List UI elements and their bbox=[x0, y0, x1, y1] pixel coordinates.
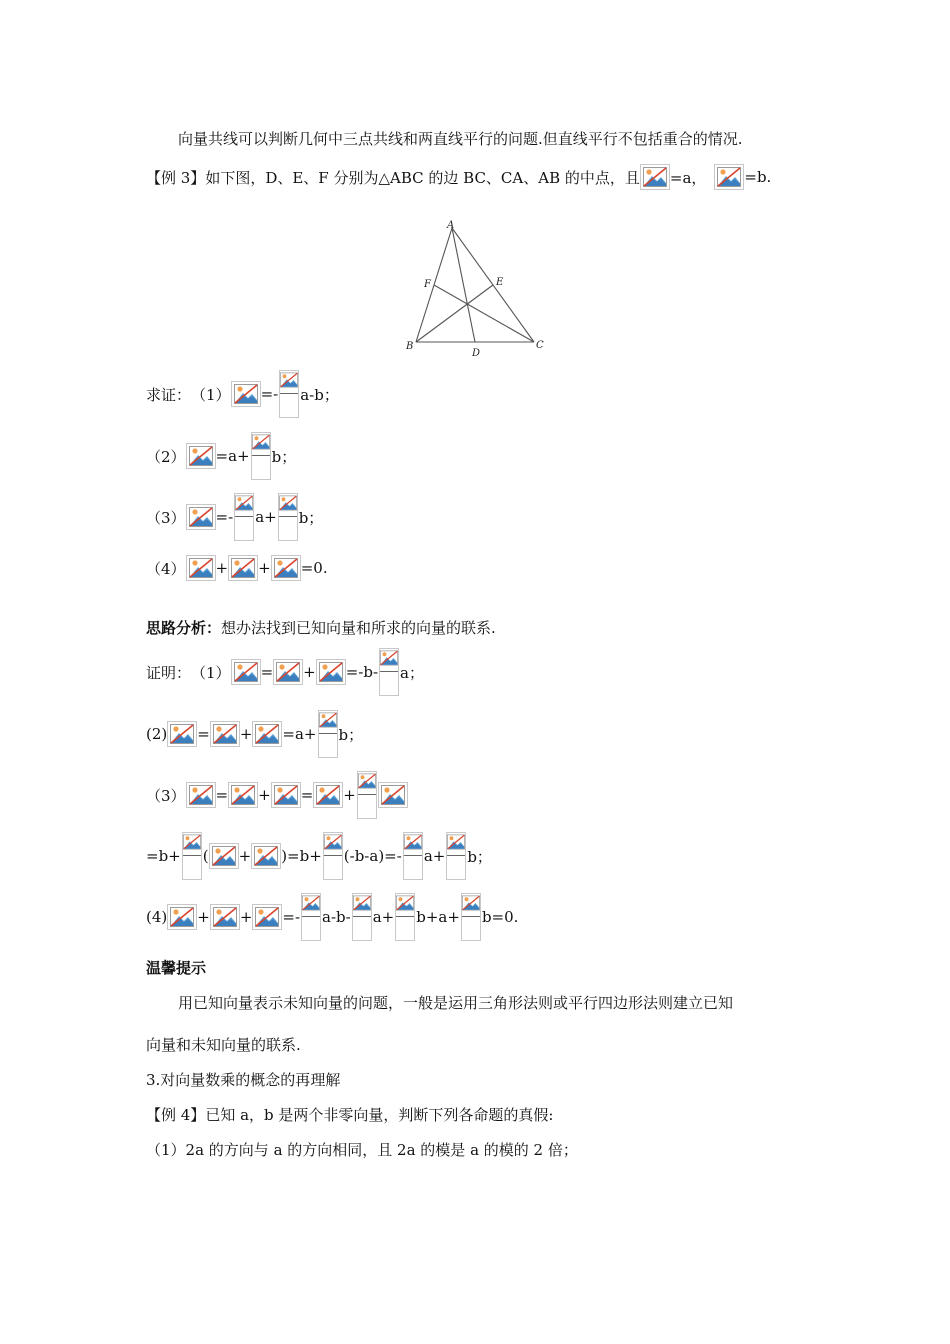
paragraph-collinear bbox=[178, 128, 743, 149]
fraction-image-icon bbox=[379, 648, 399, 696]
expr: = bbox=[300, 786, 314, 804]
expr: + bbox=[258, 559, 271, 577]
eq-a: =a， bbox=[669, 168, 707, 187]
fraction-image-icon bbox=[251, 432, 271, 480]
expr: = bbox=[215, 786, 229, 804]
vector-image-icon bbox=[228, 782, 258, 808]
section-3-text: 3.对向量数乘的概念的再理解 bbox=[146, 1071, 341, 1089]
expr: b； bbox=[338, 725, 364, 744]
label-F: F bbox=[424, 279, 431, 290]
label-A: A bbox=[447, 220, 455, 231]
expr: (-b-a)=- bbox=[343, 847, 402, 865]
example-4-item-1-text: （1）2a 的方向与 a 的方向相同，且 2a 的模是 a 的模的 2 倍； bbox=[146, 1141, 578, 1159]
vector-image-icon bbox=[640, 164, 670, 190]
vector-image-icon bbox=[251, 843, 281, 869]
expr: + bbox=[215, 559, 229, 577]
expr: + bbox=[303, 663, 316, 681]
vector-image-icon bbox=[209, 843, 239, 869]
expr: =- bbox=[215, 508, 234, 526]
fraction-image-icon bbox=[234, 493, 254, 541]
prove-2-line bbox=[146, 432, 296, 480]
vector-image-icon bbox=[186, 504, 216, 530]
expr: + bbox=[238, 847, 252, 865]
num: （1） bbox=[191, 385, 231, 404]
expr: =a+ bbox=[215, 447, 250, 465]
label-E: E bbox=[496, 277, 504, 288]
proof-4-line bbox=[146, 893, 518, 941]
fraction-image-icon bbox=[279, 370, 299, 418]
vector-image-icon bbox=[252, 721, 282, 747]
tip-text-2: 向量和未知向量的联系. bbox=[146, 1036, 301, 1054]
expr: a-b； bbox=[300, 385, 339, 404]
expr: + bbox=[239, 908, 253, 926]
vector-image-icon bbox=[186, 782, 216, 808]
expr: b； bbox=[298, 508, 324, 527]
prove-3-line bbox=[146, 493, 323, 541]
expr: + bbox=[258, 786, 271, 804]
label-B: B bbox=[406, 341, 414, 352]
example-3-text: 如下图，D、E、F 分别为△ABC 的边 BC、CA、AB 的中点，且 bbox=[205, 168, 640, 187]
vector-image-icon bbox=[186, 555, 216, 581]
vector-image-icon bbox=[231, 659, 261, 685]
analysis-text: 想办法找到已知向量和所求的向量的联系. bbox=[221, 619, 496, 637]
tip-line-2 bbox=[146, 1034, 301, 1055]
example-4-item-1 bbox=[146, 1139, 578, 1160]
prove-4-line bbox=[146, 555, 328, 581]
proof-3-line bbox=[146, 771, 408, 819]
vector-image-icon bbox=[714, 164, 744, 190]
vector-image-icon bbox=[167, 904, 197, 930]
proof-1-line bbox=[146, 648, 424, 696]
fraction-image-icon bbox=[301, 893, 321, 941]
expr: b+a+ bbox=[416, 908, 460, 926]
vector-image-icon bbox=[271, 555, 301, 581]
label-C: C bbox=[536, 340, 544, 351]
tip-text-1: 用已知向量表示未知向量的问题，一般是运用三角形法则或平行四边形法则建立已知 bbox=[178, 994, 734, 1012]
fraction-image-icon bbox=[446, 832, 466, 880]
vector-image-icon bbox=[316, 659, 346, 685]
num: （1） bbox=[191, 663, 231, 682]
tip-title: 温馨提示 bbox=[146, 959, 207, 977]
proof-3-cont-line bbox=[146, 832, 492, 880]
section-3-heading bbox=[146, 1069, 340, 1090]
expr: a； bbox=[400, 663, 424, 682]
fraction-image-icon bbox=[278, 493, 298, 541]
expr: =- bbox=[282, 908, 301, 926]
fraction-image-icon bbox=[403, 832, 423, 880]
example-4-label: 【例 4】 bbox=[146, 1106, 206, 1124]
label-D: D bbox=[472, 348, 481, 358]
expr: ( bbox=[202, 847, 209, 865]
expr: =a+ bbox=[282, 725, 317, 743]
proof-label: 证明： bbox=[146, 663, 192, 682]
tip-title-line bbox=[146, 957, 206, 978]
expr: + bbox=[343, 786, 356, 804]
num: (4) bbox=[146, 908, 168, 926]
para1-text: 向量共线可以判断几何中三点共线和两直线平行的问题.但直线平行不包括重合的情况. bbox=[178, 130, 743, 148]
vector-image-icon bbox=[167, 721, 197, 747]
proof-2-line bbox=[146, 710, 363, 758]
vector-image-icon bbox=[210, 904, 240, 930]
num: （3） bbox=[146, 508, 186, 527]
expr: = bbox=[197, 725, 210, 743]
example-4-line bbox=[146, 1104, 553, 1125]
triangle-figure bbox=[400, 218, 560, 358]
prove-1-line bbox=[146, 370, 339, 418]
expr: a+ bbox=[423, 847, 446, 865]
prove-label: 求证： bbox=[146, 385, 192, 404]
expr: =0. bbox=[300, 559, 328, 577]
expr: a+ bbox=[372, 908, 395, 926]
expr: b=0. bbox=[481, 908, 519, 926]
fraction-image-icon bbox=[395, 893, 415, 941]
num: （3） bbox=[146, 786, 186, 805]
vector-image-icon bbox=[378, 782, 408, 808]
expr: =b+ bbox=[146, 847, 181, 865]
analysis-title: 思路分析： bbox=[146, 619, 222, 637]
num: （2） bbox=[146, 447, 186, 466]
expr: )=b+ bbox=[281, 847, 322, 865]
expr: =-b- bbox=[345, 663, 379, 681]
vector-image-icon bbox=[186, 443, 216, 469]
vector-image-icon bbox=[210, 721, 240, 747]
num: (2) bbox=[146, 725, 168, 743]
vector-image-icon bbox=[231, 381, 261, 407]
vector-image-icon bbox=[273, 659, 303, 685]
expr: + bbox=[197, 908, 210, 926]
fraction-image-icon bbox=[461, 893, 481, 941]
example-4-text: 已知 a，b 是两个非零向量，判断下列各命题的真假: bbox=[205, 1106, 554, 1124]
expr: = bbox=[260, 663, 274, 681]
expr: a-b- bbox=[322, 908, 351, 926]
expr: =- bbox=[260, 385, 279, 403]
vector-image-icon bbox=[252, 904, 282, 930]
vector-image-icon bbox=[313, 782, 343, 808]
fraction-image-icon bbox=[323, 832, 343, 880]
fraction-image-icon bbox=[182, 832, 202, 880]
expr: b； bbox=[467, 847, 492, 866]
num: （4） bbox=[146, 559, 186, 578]
analysis-line bbox=[146, 617, 496, 638]
example-3-line bbox=[146, 164, 771, 190]
vector-image-icon bbox=[271, 782, 301, 808]
vector-image-icon bbox=[228, 555, 258, 581]
eq-b: =b. bbox=[744, 168, 772, 186]
expr: b； bbox=[271, 447, 297, 466]
example-3-label: 【例 3】 bbox=[146, 168, 206, 187]
expr: a+ bbox=[255, 508, 277, 526]
expr: + bbox=[239, 725, 253, 743]
fraction-image-icon bbox=[352, 893, 372, 941]
tip-line-1 bbox=[178, 992, 733, 1013]
fraction-image-icon bbox=[318, 710, 338, 758]
fraction-image-icon bbox=[357, 771, 377, 819]
